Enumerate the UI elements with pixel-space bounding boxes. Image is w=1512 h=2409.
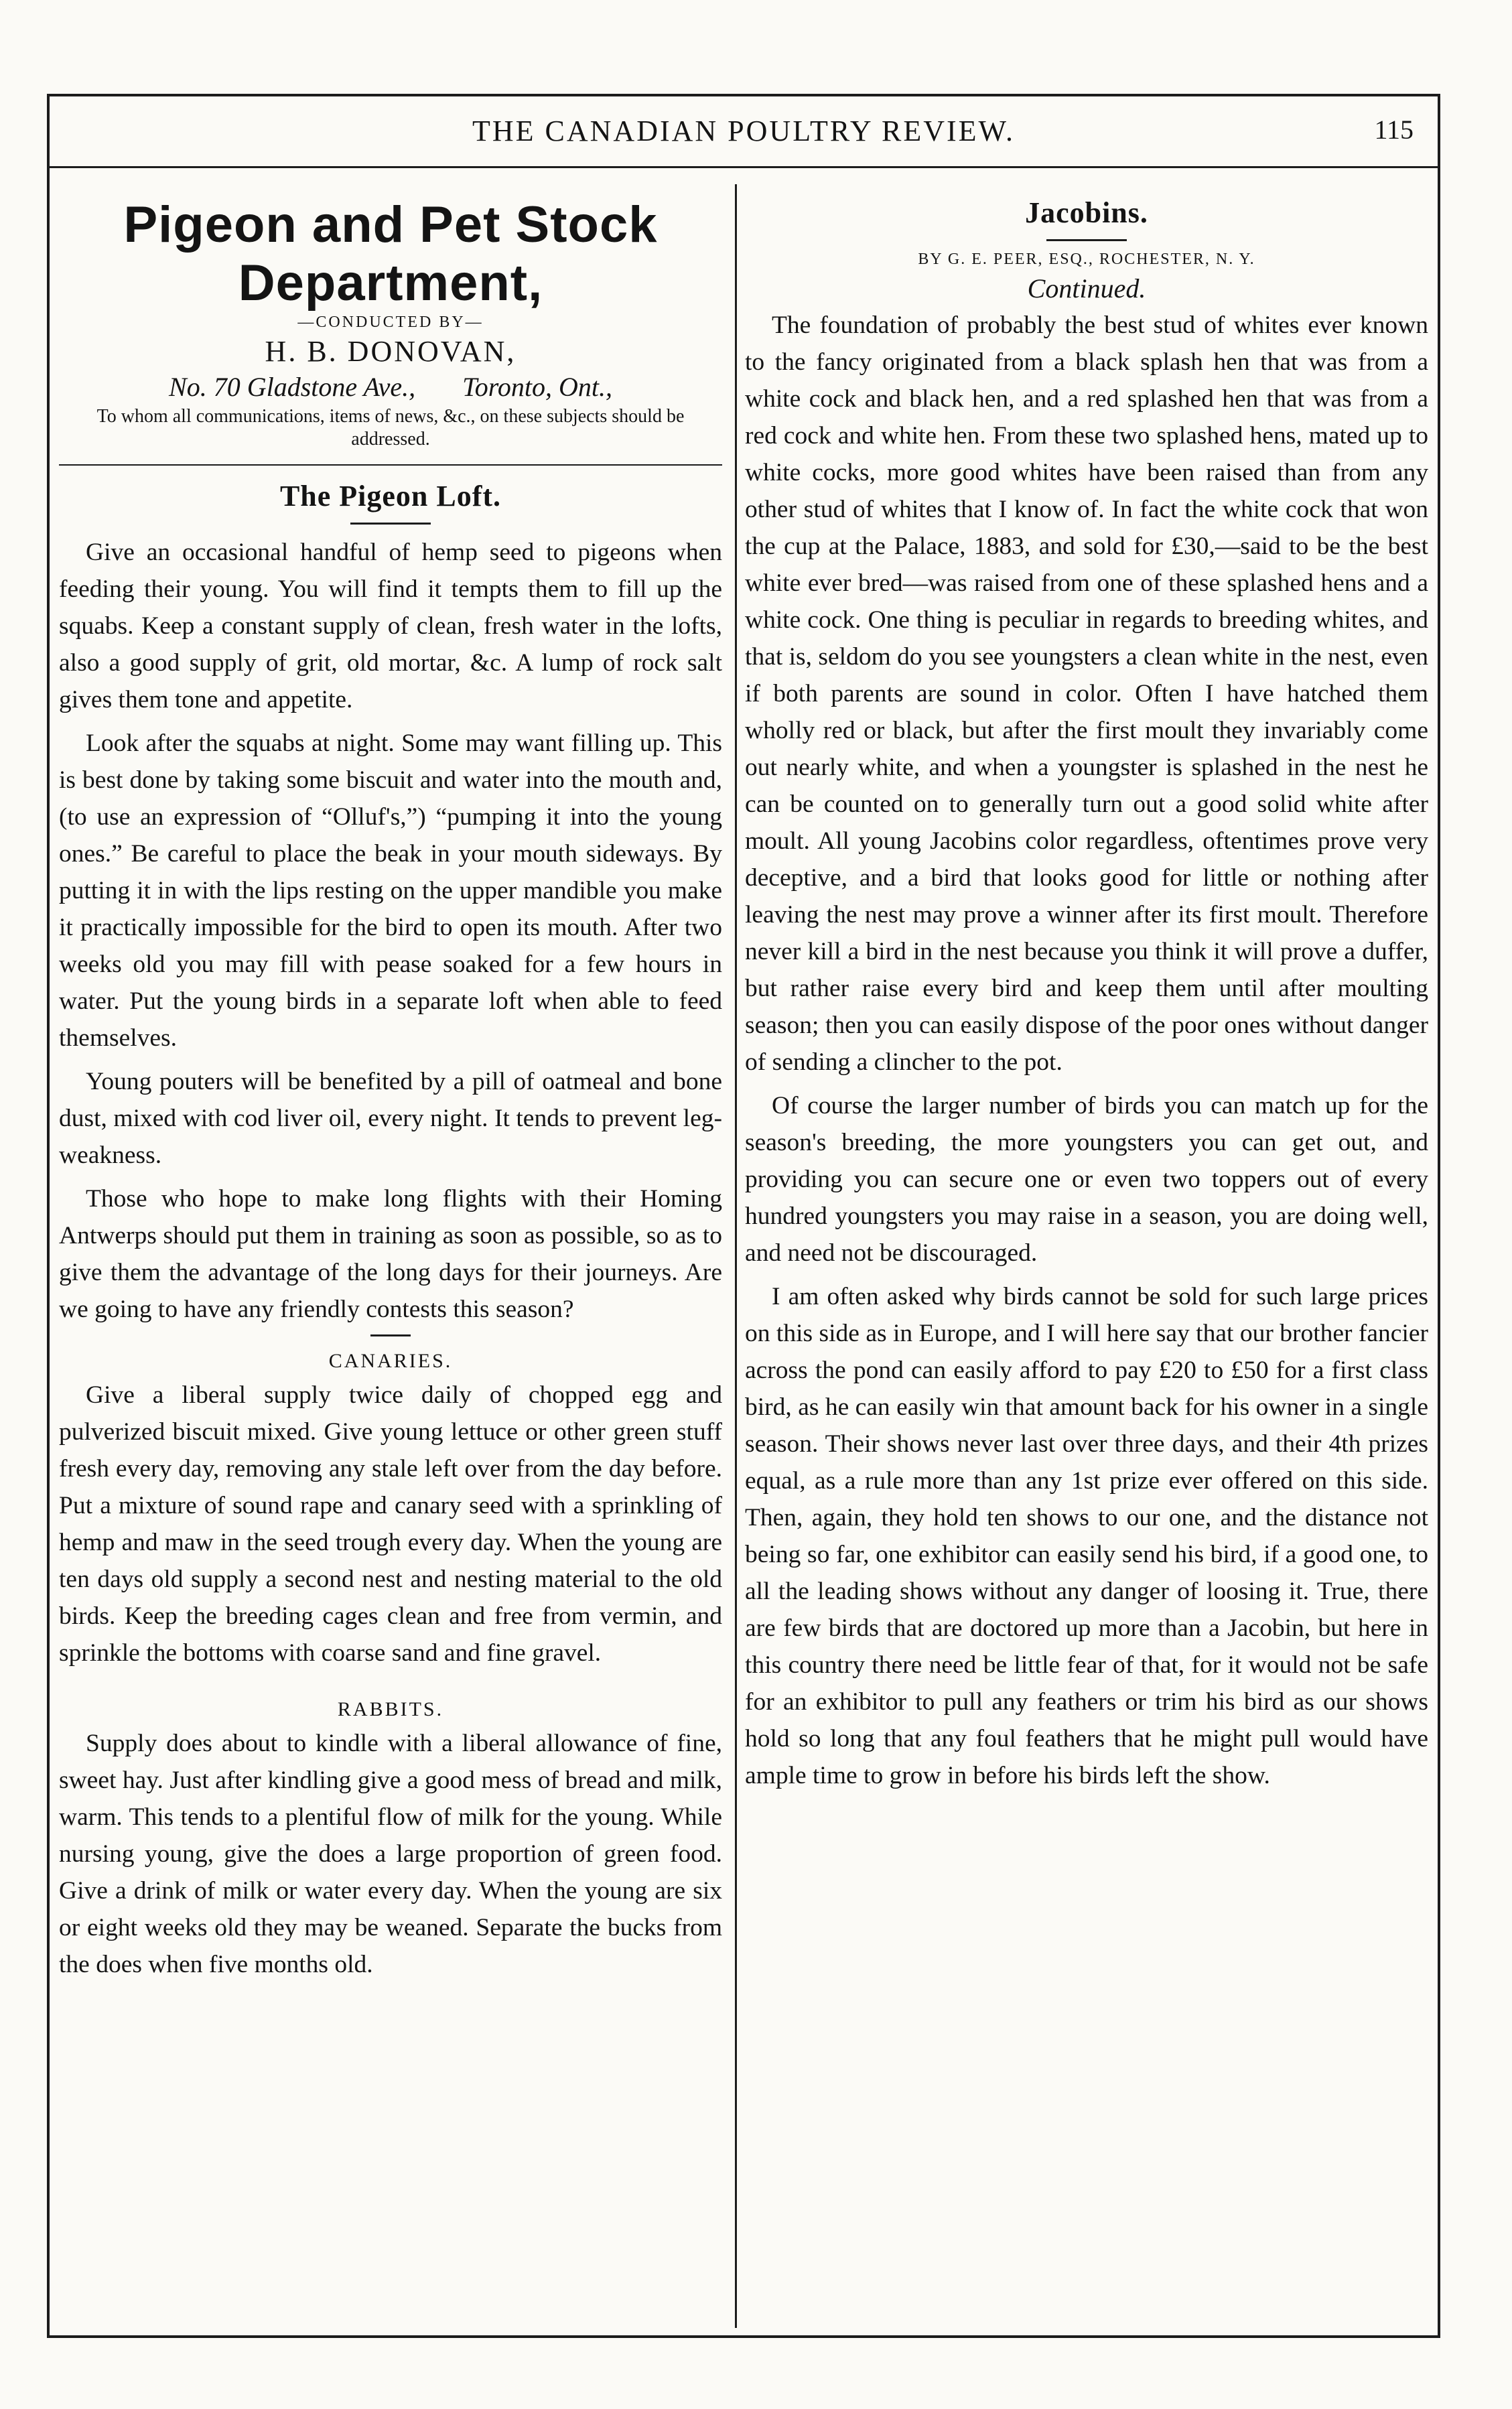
right-column [745, 189, 1428, 1801]
continued-label: Continued. [1027, 273, 1146, 303]
article-byline: BY G. E. PEER, ESQ., ROCHESTER, N. Y. [918, 251, 1255, 268]
correspondence-note: To whom all communications, items of news, &c., on these subjects should be addressed. [96, 406, 685, 450]
department-title: Pigeon and Pet Stock Department, [123, 196, 658, 312]
editor-address [59, 371, 722, 403]
rabbits-heading: RABBITS. [337, 1698, 444, 1720]
paragraph: Supply does about to kindle with a liberal allowance of fine, sweet hay. Just after kindling give a good mess of bread and milk, warm. This tends to a plentiful flow of milk for the young. While nursing young, give the does a large proportion of green food. Give a drink of milk or water every day. When the young are six or eight weeks old they may be weaned. Separate the bucks from the does when five months old. [59, 1730, 722, 1978]
address-city: Toronto, Ont., [462, 372, 612, 402]
rabbits-section [59, 1698, 722, 1983]
left-column [59, 189, 722, 1990]
header-rule [47, 166, 1440, 168]
paragraph: Give an occasional handful of hemp seed to pigeons when feeding their young. You will find it tempts them to fill up the squabs. Keep a constant supply of clean, fresh water in the lofts, also a good supply of grit, old mortar, &c. A lump of rock salt gives them tone and appetite. [59, 539, 722, 713]
paragraph: The foundation of probably the best stud of whites ever known to the fancy originated from a black splash hen that was from a white cock and black hen, and a red splashed hen that was from a red cock and white hen. From these two splashed hens, mated up to white cocks, more good whites have been raised than from any other stud of whites that I know of. In fact the white cock that won the cup at the Palace, 1883, and sold for £30,—said to be the best white ever bred—was raised from one of these splashed hens and a white cock. One thing is peculiar in regards to breeding whites, and that is, seldom do you see youngsters a clean white in the nest, even if both parents are sound in color. Often I have hatched them wholly red or black, but after the first moult they invariably come out nearly white, and when a youngster is splashed in the nest he can be counted on to generally turn out a good solid white after moult. All young Jacobins color regardless, oftentimes prove very deceptive, and a bird that looks good for little or nothing after leaving the nest may prove a winner after its first moult. Therefore never kill a bird in the nest because you think it will prove a duffer, but rather raise every bird and keep them until after moulting season; then you can easily dispose of the poor ones without danger of sending a clincher to the pot. [745, 312, 1428, 1076]
paragraph: Those who hope to make long flights with their Homing Antwerps should put them in training as soon as possible, so as to give them the advantage of the long days for their journeys. Are we going to have any friendly contests this season? [59, 1185, 722, 1323]
jacobins-heading: Jacobins. [1025, 196, 1148, 229]
short-rule [1046, 239, 1127, 241]
pigeon-loft-heading: The Pigeon Loft. [279, 480, 502, 512]
paragraph: Give a liberal supply twice daily of chopped egg and pulverized biscuit mixed. Give young lettuce or other green stuff fresh every day, removing any stale left over from the day before. Put a mixture of sound rape and canary seed with a sprinkling of hemp and maw in the seed trough every day. When the young are ten days old supply a second nest and nesting material to the old birds. Keep the breeding cages clean and free from vermin, and sprinkle the bottoms with coarse sand and fine gravel. [59, 1381, 722, 1667]
journal-title: THE CANADIAN POULTRY REVIEW. [472, 115, 1015, 147]
conducted-by: —CONDUCTED BY— [297, 314, 484, 331]
running-head [47, 114, 1440, 154]
pigeon-loft-section [59, 479, 722, 1328]
paragraph: Of course the larger number of birds you can match up for the season's breeding, the more youngsters you can get out, and providing you can secure one or even two toppers out of every hundred youngsters you may raise in a season, you are doing well, and need not be discouraged. [745, 1092, 1428, 1267]
jacobins-section [745, 196, 1428, 1794]
paragraph: Young pouters will be benefited by a pill of oatmeal and bone dust, mixed with cod liver oil, every night. It tends to prevent leg-weakness. [59, 1068, 722, 1169]
short-rule [350, 523, 431, 525]
department-masthead [59, 196, 722, 451]
paragraph: Look after the squabs at night. Some may want filling up. This is best done by taking some biscuit and water into the mouth and, (to use an expression of “Olluf's,”) “pumping it into the young ones.” Be careful to place the beak in your mouth sideways. By putting it in with the lips resting on the upper mandible you make it practically impossible for the bird to open its mouth. After two weeks old you may fill with pease soaked for a few hours in water. Put the young birds in a separate loft when able to feed themselves. [59, 730, 722, 1052]
short-rule [370, 1334, 411, 1336]
page-number: 115 [1374, 115, 1414, 145]
editor-name: H. B. DONOVAN, [265, 335, 517, 368]
column-divider [735, 184, 737, 2328]
masthead-rule [59, 464, 722, 466]
canaries-section [59, 1350, 722, 1671]
address-street: No. 70 Gladstone Ave., [169, 372, 416, 402]
canaries-heading: CANARIES. [328, 1350, 453, 1372]
paragraph: I am often asked why birds cannot be sold for such large prices on this side as in Europe, and I will here say that our brother fancier across the pond can easily afford to pay £20 to £50 for a first class bird, as he can easily win that amount back for his owner in a single season. Their shows never last over three days, and their 4th prizes equal, as a rule more than any 1st prize ever offered on this side. Then, again, they hold ten shows to our one, and the distance not being so far, one exhibitor can easily send his bird, if a good one, to all the leading shows without any danger of loosing it. True, there are few birds that are doctored up more than a Jacobin, but here in this country there need be little fear of that, for it would not be safe for an exhibitor to pull any feathers or trim his bird as our shows hold so long that any foul feathers that he might pull would have ample time to grow in before his birds left the show. [745, 1283, 1428, 1789]
